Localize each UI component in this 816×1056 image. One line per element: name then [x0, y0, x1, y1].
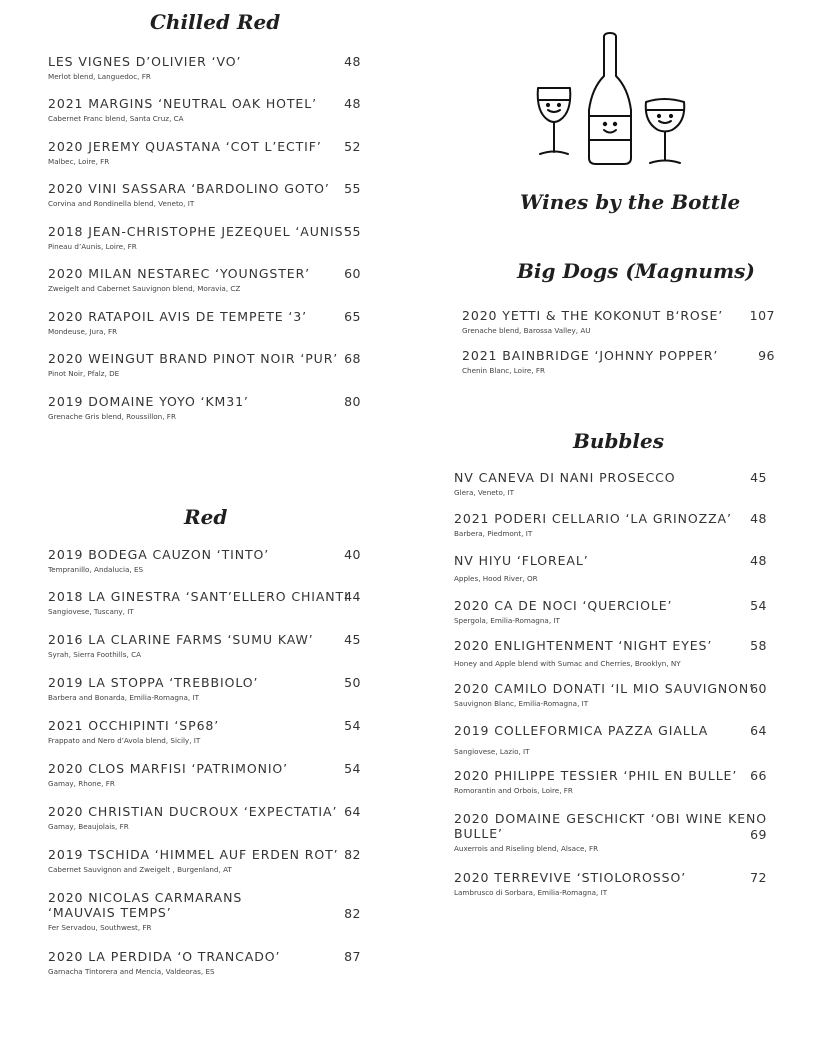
wine-description: Romorantin and Orbois, Loire, FR — [454, 786, 573, 795]
wine-price: 96 — [758, 348, 775, 363]
wine-price: 82 — [344, 847, 361, 862]
wine-name: 2020 DOMAINE GESCHICKT ‘OBI WINE KENO BULLE’ — [454, 811, 767, 841]
wine-price: 54 — [344, 718, 361, 733]
wine-price: 58 — [750, 638, 767, 653]
wine-name: 2020 PHILIPPE TESSIER ‘PHIL EN BULLE’ — [454, 768, 738, 783]
wine-item — [454, 511, 767, 538]
wine-name: 2020 LA PERDIDA ‘O TRANCADO’ — [48, 949, 281, 964]
wine-description: Cabernet Franc blend, Santa Cruz, CA — [48, 114, 184, 123]
wine-name: 2020 CLOS MARFISI ‘PATRIMONIO’ — [48, 761, 289, 776]
wine-description: Merlot blend, Languedoc, FR — [48, 72, 151, 81]
wine-description: Auxerrois and Riseling blend, Alsace, FR — [454, 844, 599, 853]
red-list — [48, 547, 361, 987]
wine-name: 2018 LA GINESTRA ‘SANT’ELLERO CHIANTI — [48, 589, 349, 604]
wine-description: Tempranillo, Andalucia, ES — [48, 565, 144, 574]
wine-name: 2019 TSCHIDA ‘HIMMEL AUF ERDEN ROT’ — [48, 847, 339, 862]
wine-item — [454, 723, 767, 756]
wine-price: 64 — [344, 804, 361, 819]
wine-item — [48, 96, 361, 123]
wine-description: Sangiovese, Lazio, IT — [454, 747, 530, 756]
wine-description: Chenin Blanc, Loire, FR — [462, 366, 545, 375]
wine-item — [48, 266, 361, 293]
wine-item — [462, 348, 775, 375]
section-title-red: Red — [184, 505, 228, 529]
wine-price: 69 — [750, 827, 767, 842]
wine-name: 2019 DOMAINE YOYO ‘KM31’ — [48, 394, 249, 409]
wine-name: 2020 YETTI & THE KOKONUT B‘ROSE’ — [462, 308, 724, 323]
wine-item — [48, 718, 361, 745]
wine-description: Barbera and Bonarda, Emilia-Romagna, IT — [48, 693, 199, 702]
wine-item — [48, 632, 361, 659]
section-title-chilled-red: Chilled Red — [150, 10, 281, 34]
wine-description: Lambrusco di Sorbara, Emilia-Romagna, IT — [454, 888, 608, 897]
wine-price: 82 — [344, 906, 361, 921]
wine-price: 50 — [344, 675, 361, 690]
wine-description: Spergola, Emilia-Romagna, IT — [454, 616, 560, 625]
wine-description: Syrah, Sierra Foothills, CA — [48, 650, 142, 659]
wine-item — [48, 675, 361, 702]
wine-item — [454, 870, 767, 897]
wine-name: 2021 BAINBRIDGE ‘JOHNNY POPPER’ — [462, 348, 719, 363]
wine-description: Cabernet Sauvignon and Zweigelt , Burgenland, AT — [48, 865, 232, 874]
wine-name: 2019 LA STOPPA ‘TREBBIOLO’ — [48, 675, 259, 690]
wine-item — [48, 804, 361, 831]
wine-name: 2020 NICOLAS CARMARANS ‘MAUVAIS TEMPS’ — [48, 890, 243, 920]
wine-price: 55 — [344, 181, 361, 196]
wine-item — [454, 638, 767, 668]
wine-name: 2020 JEREMY QUASTANA ‘COT L’ECTIF’ — [48, 139, 322, 154]
wine-name: 2020 CA DE NOCI ‘QUERCIOLE’ — [454, 598, 673, 613]
wine-item — [48, 54, 361, 81]
wine-item — [454, 553, 767, 583]
wine-price: 55 — [344, 224, 361, 239]
wine-item — [48, 224, 361, 251]
wine-description: Grenache Gris blend, Roussillon, FR — [48, 412, 176, 421]
wine-description: Glera, Veneto, IT — [454, 488, 514, 497]
wine-name: 2020 CAMILO DONATI ‘IL MIO SAUVIGNON’ — [454, 681, 755, 696]
wine-price: 54 — [344, 761, 361, 776]
section-title-magnums: Big Dogs (Magnums) — [517, 259, 755, 283]
wine-description: Barbera, Piedmont, IT — [454, 529, 533, 538]
wine-price: 68 — [344, 351, 361, 366]
wine-bottle-glasses-illustration — [528, 30, 688, 170]
wine-price: 60 — [750, 681, 767, 696]
wine-price: 48 — [750, 511, 767, 526]
wine-description: Sauvignon Blanc, Emilia-Romagna, IT — [454, 699, 589, 708]
wine-name: 2021 PODERI CELLARIO ‘LA GRINOZZA’ — [454, 511, 732, 526]
wine-name: 2020 RATAPOIL AVIS DE TEMPETE ‘3’ — [48, 309, 308, 324]
wine-item — [48, 181, 361, 208]
wine-item — [48, 139, 361, 166]
wine-price: 54 — [750, 598, 767, 613]
wine-price: 87 — [344, 949, 361, 964]
wine-description: Fer Servadou, Southwest, FR — [48, 923, 152, 932]
wine-item — [454, 598, 767, 625]
wine-description: Pinot Noir, Pfalz, DE — [48, 369, 120, 378]
wine-description: Gamay, Beaujolais, FR — [48, 822, 129, 831]
wine-item — [462, 308, 775, 335]
wine-name: LES VIGNES D’OLIVIER ‘VO’ — [48, 54, 242, 69]
wine-price: 48 — [344, 96, 361, 111]
wine-price: 45 — [750, 470, 767, 485]
wine-name: 2020 CHRISTIAN DUCROUX ‘EXPECTATIA’ — [48, 804, 338, 819]
wine-price: 48 — [344, 54, 361, 69]
wine-price: 107 — [749, 308, 775, 323]
wine-item — [454, 768, 767, 795]
wine-item — [48, 761, 361, 788]
wine-description: Garnacha Tintorera and Mencia, Valdeoras, ES — [48, 967, 215, 976]
wine-name: 2019 COLLEFORMICA PAZZA GIALLA — [454, 723, 709, 738]
page-heading: Wines by the Bottle — [520, 190, 741, 214]
wine-description: Corvina and Rondinella blend, Veneto, IT — [48, 199, 195, 208]
wine-price: 66 — [750, 768, 767, 783]
wine-price: 45 — [344, 632, 361, 647]
wine-description: Apples, Hood River, OR — [454, 574, 538, 583]
wine-name: 2021 MARGINS ‘NEUTRAL OAK HOTEL’ — [48, 96, 317, 111]
wine-name: 2020 TERREVIVE ‘STIOLOROSSO’ — [454, 870, 687, 885]
chilled-red-list — [48, 54, 361, 434]
wine-name: 2020 ENLIGHTENMENT ‘NIGHT EYES’ — [454, 638, 713, 653]
wine-name: 2020 WEINGUT BRAND PINOT NOIR ‘PUR’ — [48, 351, 339, 366]
wine-item — [48, 351, 361, 378]
wine-description: Frappato and Nero d’Avola blend, Sicily, IT — [48, 736, 201, 745]
wine-description: Honey and Apple blend with Sumac and Cherries, Brooklyn, NY — [454, 659, 681, 668]
wine-item — [48, 949, 361, 976]
wine-item — [48, 589, 361, 616]
section-title-bubbles: Bubbles — [573, 429, 664, 453]
wine-price: 65 — [344, 309, 361, 324]
wine-item — [454, 470, 767, 497]
wine-name: 2018 JEAN-CHRISTOPHE JEZEQUEL ‘AUNIS’ — [48, 224, 349, 239]
wine-description: Malbec, Loire, FR — [48, 157, 110, 166]
wine-price: 72 — [750, 870, 767, 885]
wine-name: 2020 VINI SASSARA ‘BARDOLINO GOTO’ — [48, 181, 330, 196]
wine-item — [48, 394, 361, 421]
wine-item — [48, 890, 361, 932]
wine-item — [454, 811, 767, 853]
wine-name: 2020 MILAN NESTAREC ‘YOUNGSTER’ — [48, 266, 311, 281]
wine-item — [48, 309, 361, 336]
wine-price: 40 — [344, 547, 361, 562]
wine-description: Mondeuse, Jura, FR — [48, 327, 118, 336]
wine-name: NV HIYU ‘FLOREAL’ — [454, 553, 589, 568]
wine-name: NV CANEVA DI NANI PROSECCO — [454, 470, 676, 485]
wine-price: 48 — [750, 553, 767, 568]
wine-item — [48, 547, 361, 574]
wine-price: 64 — [750, 723, 767, 738]
wine-price: 52 — [344, 139, 361, 154]
wine-description: Grenache blend, Barossa Valley, AU — [462, 326, 591, 335]
wine-description: Gamay, Rhone, FR — [48, 779, 115, 788]
magnums-list — [462, 308, 775, 388]
bubbles-list — [454, 470, 767, 910]
wine-item — [48, 847, 361, 874]
wine-description: Pineau d’Aunis, Loire, FR — [48, 242, 137, 251]
wine-price: 80 — [344, 394, 361, 409]
wine-description: Zweigelt and Cabernet Sauvignon blend, Moravia, CZ — [48, 284, 241, 293]
wine-description: Sangiovese, Tuscany, IT — [48, 607, 134, 616]
wine-name: 2021 OCCHIPINTI ‘SP68’ — [48, 718, 220, 733]
wine-price: 60 — [344, 266, 361, 281]
wine-name: 2016 LA CLARINE FARMS ‘SUMU KAW’ — [48, 632, 314, 647]
wine-item — [454, 681, 767, 708]
wine-price: 44 — [344, 589, 361, 604]
wine-name: 2019 BODEGA CAUZON ‘TINTO’ — [48, 547, 270, 562]
